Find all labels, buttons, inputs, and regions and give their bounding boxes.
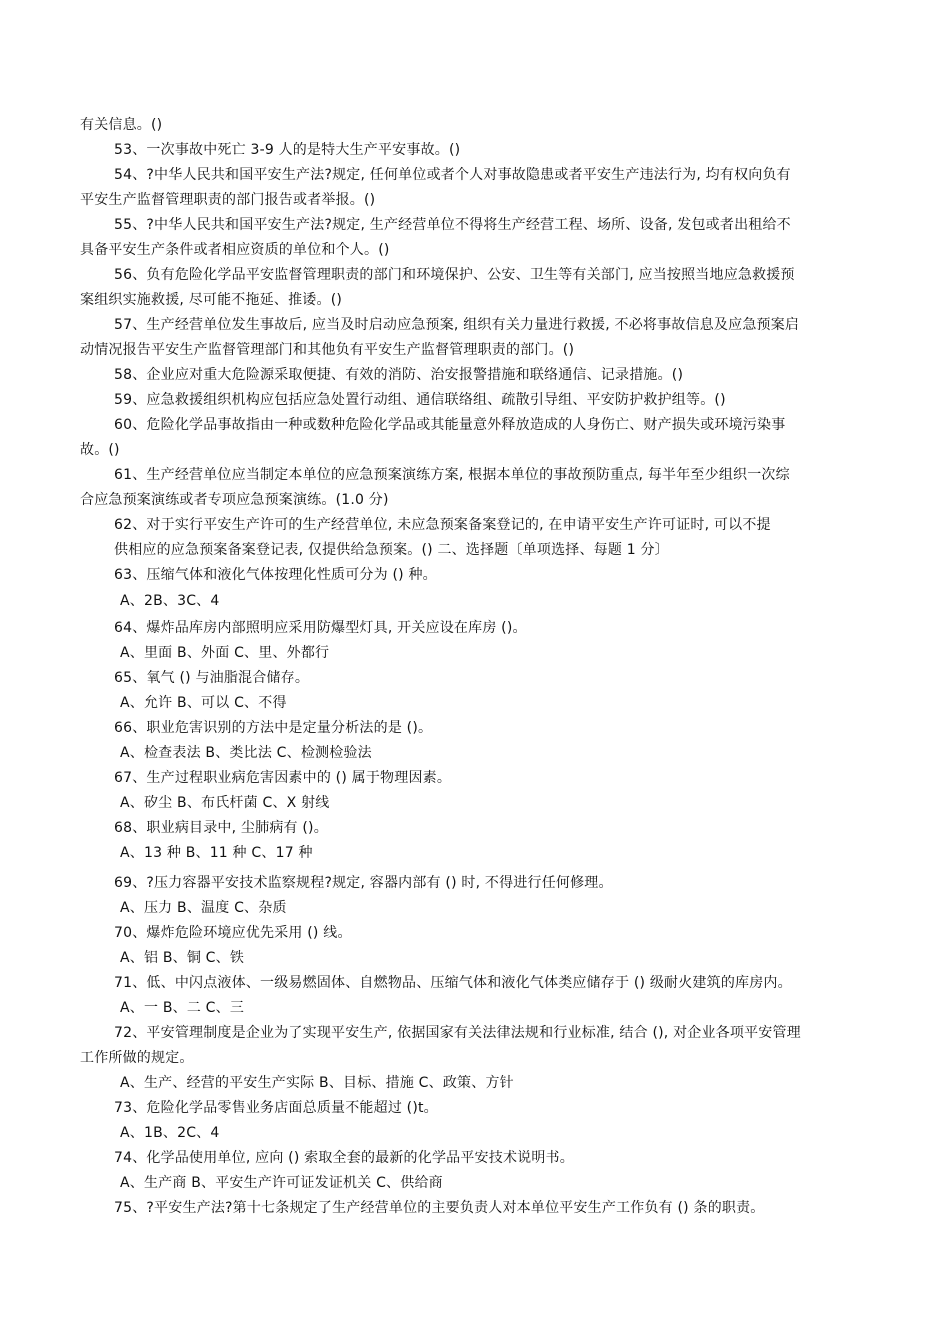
text-line: 67、生产过程职业病危害因素中的 () 属于物理因素。: [114, 770, 452, 786]
text-line: A、铝 B、铜 C、铁: [120, 950, 245, 966]
text-line: 71、低、中闪点液体、一级易燃固体、自燃物品、压缩气体和液化气体类应储存于 () 级耐火建筑的库房内。: [114, 975, 792, 991]
text-line: 62、对于实行平安生产许可的生产经营单位, 未应急预案备案登记的, 在申请平安生产许可证时, 可以不提: [114, 517, 771, 533]
text-line: A、1B、2C、4: [120, 1125, 220, 1141]
text-line: A、生产、经营的平安生产实际 B、目标、措施 C、政策、方针: [120, 1075, 514, 1091]
text-line: A、里面 B、外面 C、里、外都行: [120, 645, 330, 661]
text-line: A、一 B、二 C、三: [120, 1000, 245, 1016]
text-line: 工作所做的规定。: [80, 1050, 194, 1066]
text-line: 57、生产经营单位发生事故后, 应当及时启动应急预案, 组织有关力量进行救援, 不必将事故信息及应急预案启: [114, 317, 800, 333]
text-line: 61、生产经营单位应当制定本单位的应急预案演练方案, 根据本单位的事故预防重点, 每半年至少组织一次综: [114, 467, 790, 483]
text-line: 74、化学品使用单位, 应向 () 索取全套的最新的化学品平安技术说明书。: [114, 1150, 574, 1166]
text-line: A、允许 B、可以 C、不得: [120, 695, 287, 711]
text-line: 69、?压力容器平安技术监察规程?规定, 容器内部有 () 时, 不得进行任何修理。: [114, 875, 613, 891]
text-line: 动情况报告平安生产监督管理部门和其他负有平安生产监督管理职责的部门。(): [80, 342, 575, 358]
text-line: 60、危险化学品事故指由一种或数种危险化学品或其能量意外释放造成的人身伤亡、财产损失或环境污染事: [114, 417, 786, 433]
text-line: 具备平安生产条件或者相应资质的单位和个人。(): [80, 242, 390, 258]
text-line: 66、职业危害识别的方法中是定量分析法的是 ()。: [114, 720, 433, 736]
text-line: 59、应急救援组织机构应包括应急处置行动组、通信联络组、疏散引导组、平安防护救护组等。(): [114, 392, 726, 408]
text-line: 58、企业应对重大危险源采取便捷、有效的消防、治安报警措施和联络通信、记录措施。(): [114, 367, 684, 383]
text-line: 56、负有危险化学品平安监督管理职责的部门和环境保护、公安、卫生等有关部门, 应当按照当地应急救援预: [114, 267, 795, 283]
text-line: 72、平安管理制度是企业为了实现平安生产, 依据国家有关法律法规和行业标准, 结合 (), 对企业各项平安管理: [114, 1025, 801, 1041]
text-line: 70、爆炸危险环境应优先采用 () 线。: [114, 925, 352, 941]
text-line: 65、氧气 () 与油脂混合储存。: [114, 670, 310, 686]
text-line: A、矽尘 B、布氏杆菌 C、X 射线: [120, 795, 330, 811]
text-line: 63、压缩气体和液化气体按理化性质可分为 () 种。: [114, 567, 437, 583]
text-line: A、检查表法 B、类比法 C、检测检验法: [120, 745, 372, 761]
text-line: A、生产商 B、平安生产许可证发证机关 C、供给商: [120, 1175, 443, 1191]
text-line: 54、?中华人民共和国平安生产法?规定, 任何单位或者个人对事故隐患或者平安生产违法行为, 均有权向负有: [114, 167, 791, 183]
text-line: 75、?平安生产法?第十七条规定了生产经营单位的主要负责人对本单位平安生产工作负有 () 条的职责。: [114, 1200, 765, 1216]
text-line: 案组织实施救援, 尽可能不拖延、推诿。(): [80, 292, 343, 308]
text-line: 53、一次事故中死亡 3-9 人的是特大生产平安事故。(): [114, 142, 461, 158]
text-line: 故。(): [80, 442, 120, 458]
text-line: 68、职业病目录中, 尘肺病有 ()。: [114, 820, 328, 836]
text-line: A、2B、3C、4: [120, 593, 220, 609]
text-line: 73、危险化学品零售业务店面总质量不能超过 ()t。: [114, 1100, 438, 1116]
text-line: 平安生产监督管理职责的部门报告或者举报。(): [80, 192, 376, 208]
text-line: 64、爆炸品库房内部照明应采用防爆型灯具, 开关应设在库房 ()。: [114, 620, 527, 636]
text-line: 合应急预案演练或者专项应急预案演练。(1.0 分): [80, 492, 389, 508]
text-line: 供相应的应急预案备案登记表, 仅提供给急预案。() 二、选择题〔单项选择、每题 1 分〕: [114, 542, 669, 558]
text-line: A、压力 B、温度 C、杂质: [120, 900, 287, 916]
text-line: A、13 种 B、11 种 C、17 种: [120, 845, 313, 861]
text-line: 有关信息。(): [80, 117, 163, 133]
text-line: 55、?中华人民共和国平安生产法?规定, 生产经营单位不得将生产经营工程、场所、设备, 发包或者出租给不: [114, 217, 791, 233]
